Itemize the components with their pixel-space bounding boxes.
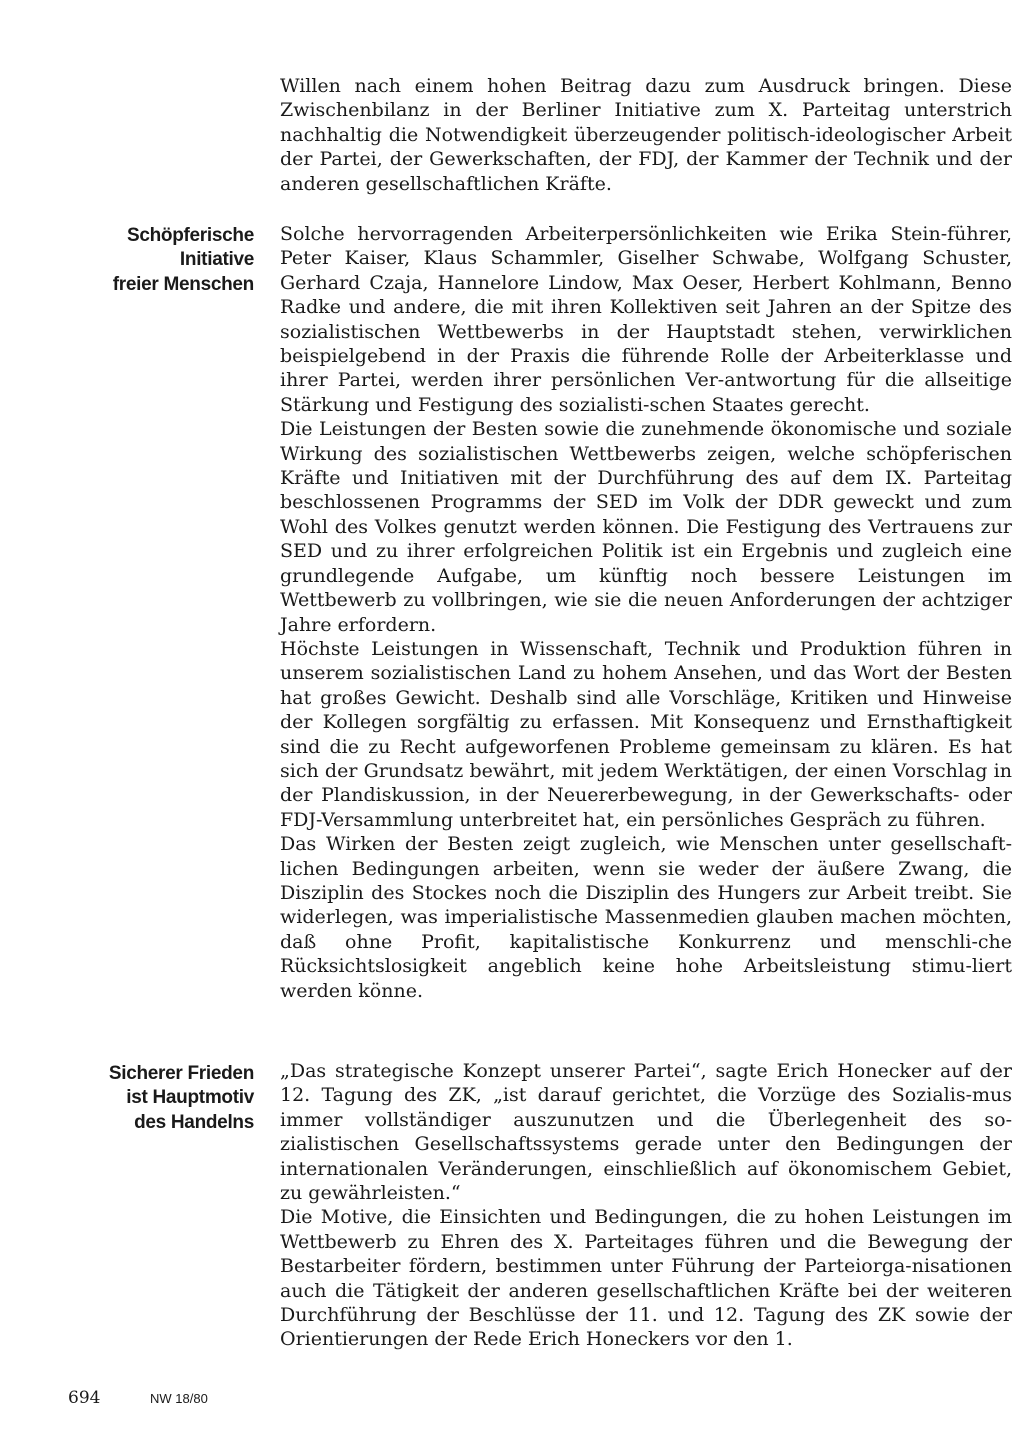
paragraph: Solche hervorragenden Arbeiterpersönlichkeiten wie Erika Stein-führer, Peter Kaiser, Klaus Schammler, Giselher Schwabe, Wolfgang Schuster, Gerhard Czaja, Hannelore Lindow, Max Oeser, Herbert Kohlmann, Benno Radke und andere, die mit ihren Kollektiven seit Jahren an der Spitze des sozialistischen Wettbewerbs in der Hauptstadt stehen, verwirklichen beispielgebend in der Praxis die führende Rolle der Arbeiterklasse und ihrer Partei, werden ihrer persönlichen Ver-antwortung für die allseitige Stärkung und Festigung des sozialisti-schen Staates gerecht. <box>280 223 1012 416</box>
paragraph: „Das strategische Konzept unserer Partei“, sagte Erich Honecker auf der 12. Tagung des ZK, „ist darauf gerichtet, die Vorzüge des Sozialis-mus immer vollständiger auszunutzen und die Überlegenheit des so-zialistischen Gesellschaftssystems gerade unter den Bedingungen der internationalen Veränderungen, einschließlich auf ökonomischem Gebiet, zu gewährleisten.“ <box>280 1060 1012 1205</box>
margin-heading-creative-initiative <box>64 224 254 297</box>
margin-heading-line: Initiative <box>179 249 254 271</box>
margin-heading-line: Sicherer Frieden <box>108 1063 254 1084</box>
margin-heading-line: freier Menschen <box>112 273 254 295</box>
text-block-strategic-concept <box>280 1059 1012 1352</box>
margin-heading-secure-peace <box>64 1062 254 1135</box>
paragraph: Höchste Leistungen in Wissenschaft, Technik und Produktion führen in unserem sozialistischen Land zu hohem Ansehen, und das Wort der Besten hat großes Gewicht. Deshalb sind alle Vorschläge, Kritiken und Hinweise der Kollegen sorgfältig zu erfassen. Mit Konsequenz und Ernsthaftigkeit sind die zu Recht aufgeworfenen Probleme gemeinsam zu klären. Es hat sich der Grundsatz bewährt, mit jedem Werktätigen, der einen Vorschlag in der Plandiskussion, in der Neuererbewegung, in der Gewerkschafts- oder FDJ-Versammlung unterbreitet hat, ein persönliches Gespräch zu führen. <box>280 637 1012 831</box>
paragraph: Willen nach einem hohen Beitrag dazu zum Ausdruck bringen. Diese Zwischenbilanz in der Berliner Initiative zum X. Parteitag unterstrich nachhaltig die Notwendigkeit überzeugender politisch-ideologischer Arbeit der Partei, der Gewerkschaften, der FDJ, der Kammer der Technik und der anderen gesellschaftlichen Kräfte. <box>280 75 1012 195</box>
page-number: 694 <box>68 1388 101 1408</box>
journal-reference: NW 18/80 <box>150 1391 208 1406</box>
text-block-intro <box>280 74 1012 196</box>
paragraph: Die Motive, die Einsichten und Bedingungen, die zu hohen Leistungen im Wettbewerb zu Ehren des X. Parteitages führen und die Bewegung der Bestarbeiter fördern, bestimmen unter Führung der Parteiorga-nisationen auch die Tätigkeit der anderen gesellschaftlichen Kräfte bei der weiteren Durchführung der Beschlüsse der 11. und 12. Tagung des ZK sowie der Orientierungen der Rede Erich Honeckers vor den 1. <box>280 1206 1012 1351</box>
paragraph: Die Leistungen der Besten sowie die zunehmende ökonomische und soziale Wirkung des sozialistischen Wettbewerbs zeigen, welche schöpferischen Kräfte und Initiativen mit der Durchführung des auf dem IX. Parteitag beschlossenen Programms der SED im Volk der DDR geweckt und zum Wohl des Volkes genutzt werden können. Die Festigung des Vertrauens zur SED und zu ihrer erfolgreichen Politik ist ein Ergebnis und zugleich eine grundlegende Aufgabe, um künftig noch bessere Leistungen im Wettbewerb zu vollbringen, wie sie die neuen Anforderungen der achtziger Jahre erfordern. <box>280 418 1012 636</box>
text-block-best-workers <box>280 222 1012 1003</box>
margin-heading-line: Schöpferische <box>126 225 254 246</box>
margin-heading-line: des Handelns <box>134 1111 254 1133</box>
margin-heading-line: ist Hauptmotiv <box>126 1087 254 1109</box>
paragraph: Das Wirken der Besten zeigt zugleich, wie Menschen unter gesellschaft-lichen Bedingungen arbeiten, wenn sie weder der äußere Zwang, die Disziplin des Stockes noch die Disziplin des Hungers zur Arbeit treibt. Sie widerlegen, was imperialistische Massenmedien glauben machen möchten, daß ohne Profit, kapitalistische Konkurrenz und menschli-che Rücksichtslosigkeit angeblich keine hohe Arbeitsleistung stimu-liert werden könne. <box>280 833 1012 1002</box>
